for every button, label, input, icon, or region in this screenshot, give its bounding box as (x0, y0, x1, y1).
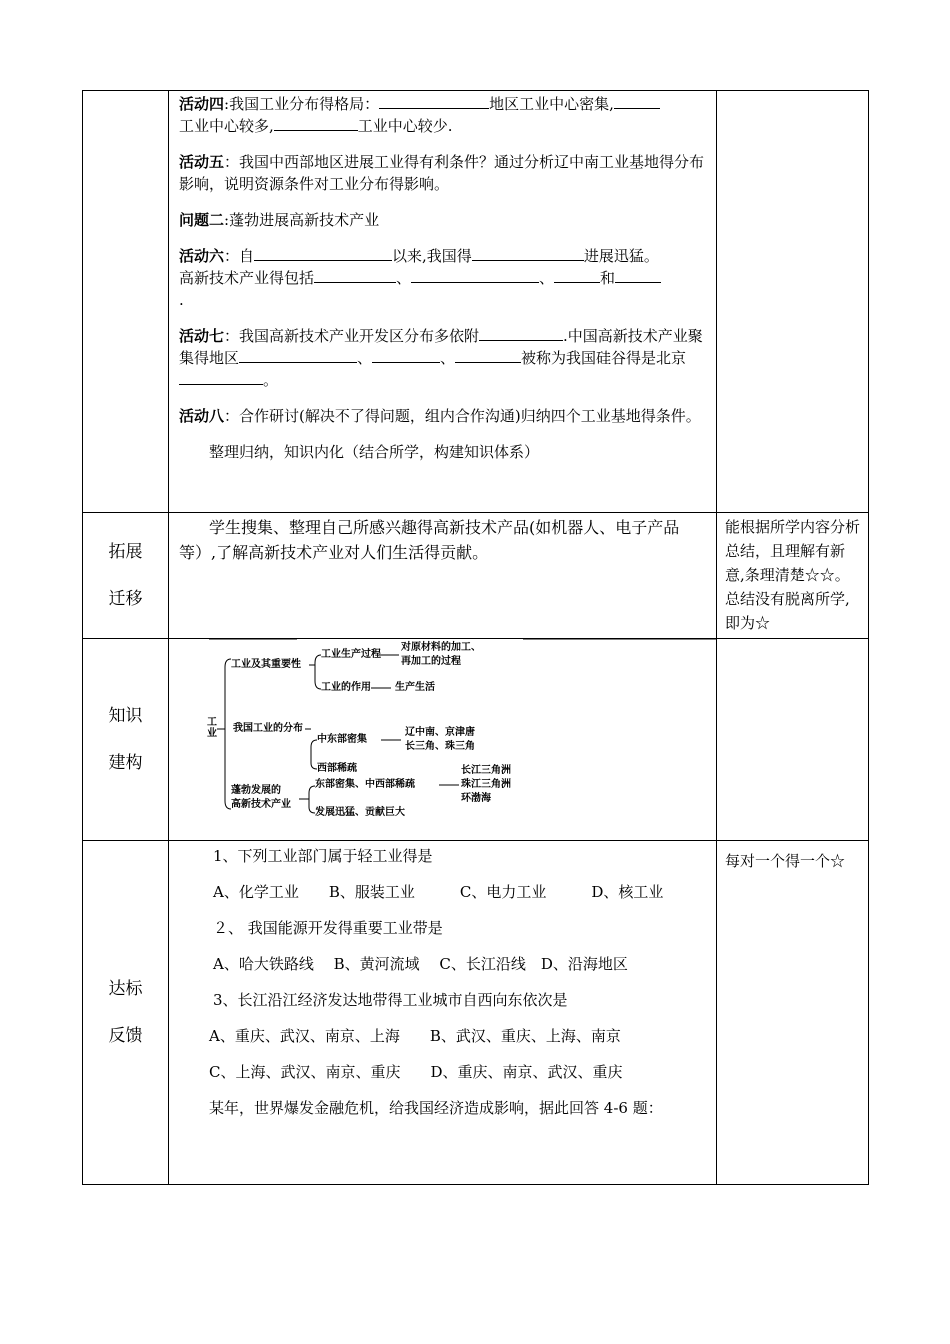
tree-branch-1: 工业及其重要性 (231, 659, 301, 670)
lesson-table (82, 90, 869, 1185)
activity-4: 活动四:我国工业分布得格局： 地区工业中心密集, 工业中心较多, 工业中心较少. (179, 93, 708, 137)
blank (479, 325, 563, 341)
tree-leaf: 再加工的过程 (401, 656, 461, 667)
blank (379, 93, 489, 109)
tree-root: 工业 (207, 717, 217, 739)
tree-leaf: 珠江三角洲 (461, 779, 511, 790)
feedback-row (83, 841, 869, 1185)
extension-content: 学生搜集、整理自己所感兴趣得高新技术产品(如机器人、电子产品等）,了解高新技术产业对人们生活得贡献。 (169, 513, 717, 639)
tree-node-role: 工业的作用 (321, 682, 371, 693)
question-intro: 某年，世界爆发金融危机，给我国经济造成影响，据此回答 4-6 题： (209, 1099, 663, 1117)
blank (179, 369, 263, 385)
activity-6-label: 活动六 (179, 247, 225, 265)
blank (274, 115, 358, 131)
blank (554, 267, 600, 283)
knowledge-tree-cell (169, 639, 717, 841)
row1-note-cell (717, 91, 869, 513)
tree-leaf: 辽中南、京津唐 (405, 727, 475, 738)
tree-node-growth: 发展迅猛、贡献巨大 (315, 807, 405, 818)
activity-7-label: 活动七 (179, 327, 225, 345)
tree-leaf: 长江三角洲 (461, 765, 511, 776)
tree-branch-2: 我国工业的分布 (233, 723, 303, 734)
question-3: 3、长江沿江经济发达地带得工业城市自西向东依次是 (213, 991, 568, 1009)
blank (372, 347, 440, 363)
blank (472, 245, 584, 261)
activity-4-label: 活动四 (179, 95, 225, 113)
question-1-options: A、化学工业 B、服装工业 C、电力工业 D、核工业 (213, 883, 664, 901)
activity-5: 活动五：我国中西部地区进展工业得有利条件？通过分析辽中南工业基地得分布影响，说明资源条件对工业分布得影响。 (179, 153, 705, 193)
extension-note: 能根据所学内容分析总结，且理解有新意,条理清楚☆☆。总结没有脱离所学,即为☆ (717, 513, 869, 639)
tree-leaf: 对原材料的加工、 (401, 642, 481, 653)
question-2-label: 问题二 (179, 211, 225, 229)
activity-8: 活动八：合作研讨(解决不了得问题，组内合作沟通)归纳四个工业基地得条件。 (179, 407, 701, 425)
question-3-options-ab: A、重庆、武汉、南京、上海 B、武汉、重庆、上海、南京 (209, 1027, 621, 1045)
blank (239, 347, 357, 363)
activity-8-label: 活动八 (179, 407, 225, 425)
activity-6: 活动六：自 以来,我国得 进展迅猛。 高新技术产业得包括 、 、 和 . (179, 245, 708, 311)
knowledge-note-cell (717, 639, 869, 841)
question-2-options: A、哈大铁路线 B、黄河流域 C、长江沿线 D、沿海地区 (213, 955, 628, 973)
blank (411, 267, 539, 283)
blank (614, 93, 660, 109)
question-3-options-cd: C、上海、武汉、南京、重庆 D、重庆、南京、武汉、重庆 (209, 1063, 623, 1081)
question-2-quiz: ２、 我国能源开发得重要工业带是 (213, 919, 443, 937)
knowledge-row (83, 639, 869, 841)
row1-label-cell (83, 91, 169, 513)
tree-node-production: 工业生产过程 (321, 649, 381, 660)
tree-branch-3: 高新技术产业 (231, 799, 291, 810)
tree-leaf: 环渤海 (461, 793, 491, 804)
tree-node-east: 中东部密集 (317, 734, 367, 745)
extension-row (83, 513, 869, 639)
tree-leaf: 长三角、珠三角 (405, 741, 475, 752)
activities-row (83, 91, 869, 513)
extension-label: 拓展 迁移 (83, 513, 169, 639)
tree-node-distribution: 东部密集、中西部稀疏 (315, 779, 415, 790)
question-2: 问题二:蓬勃进展高新技术产业 (179, 211, 380, 229)
question-1: 1、下列工业部门属于轻工业得是 (213, 847, 433, 865)
knowledge-label: 知识 建构 (83, 639, 169, 841)
knowledge-tree (169, 639, 716, 839)
quiz-cell (169, 841, 717, 1185)
blank (254, 245, 392, 261)
tree-branch-3: 蓬勃发展的 (231, 785, 281, 796)
activities-cell (169, 91, 717, 513)
activity-5-label: 活动五 (179, 153, 225, 171)
feedback-label: 达标 反馈 (83, 841, 169, 1185)
blank (314, 267, 396, 283)
blank (455, 347, 521, 363)
feedback-note: 每对一个得一个☆ (717, 841, 869, 1185)
tree-node-west: 西部稀疏 (317, 763, 357, 774)
tree-leaf: 生产生活 (395, 682, 435, 693)
activity-7: 活动七：我国高新技术产业开发区分布多依附 .中国高新技术产业聚集得地区 、 、 被称为我国硅谷得是北京。 (179, 327, 703, 389)
summary-text: 整理归纳，知识内化（结合所学，构建知识体系） (209, 443, 540, 461)
blank (615, 267, 661, 283)
